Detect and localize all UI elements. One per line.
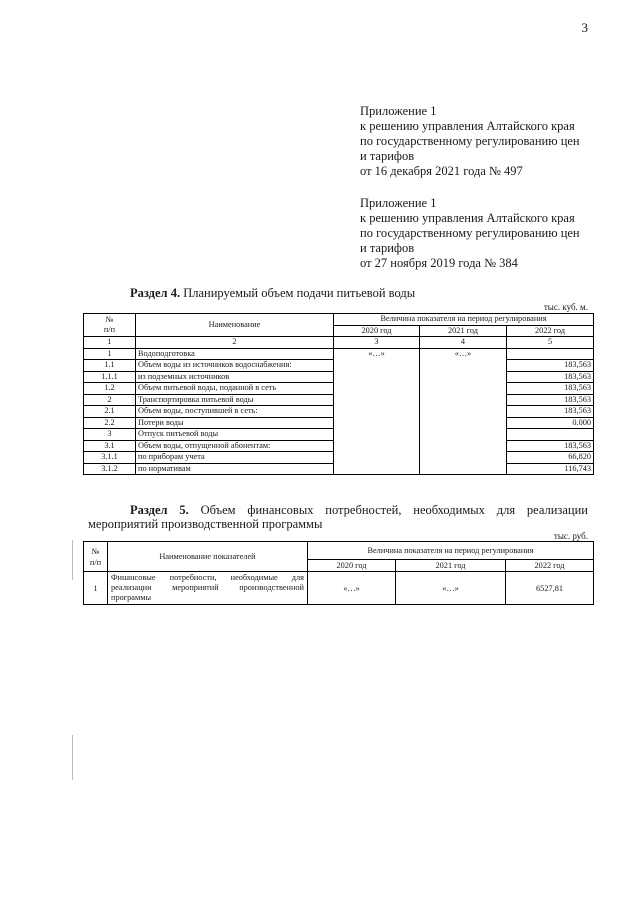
row-number: 1.1 (84, 360, 136, 372)
row-number: 3 (84, 429, 136, 441)
appendix-line: и тарифов (360, 149, 415, 163)
header-year-2021: 2021 год (396, 560, 506, 572)
value-2020: «…» (308, 572, 396, 605)
row-name: Финансовые потребности, необходимые для реализации мероприятий производственной программы (108, 572, 308, 605)
section4-title-text: Планируемый объем подачи питьевой воды (180, 286, 416, 300)
header-number: № п/п (84, 314, 136, 337)
row-name: по приборам учета (136, 452, 334, 464)
section5-title-text: Объем финансовых потребностей, необходимых для реализации (188, 503, 588, 517)
row-name: Потери воды (136, 417, 334, 429)
row-name: Объем воды из источников водоснабжения: (136, 360, 334, 372)
header-name: Наименование (136, 314, 334, 337)
header-year-2020: 2020 год (334, 325, 420, 337)
appendix-line: по государственному регулированию цен (360, 226, 580, 240)
value-2022: 0.000 (507, 417, 594, 429)
value-2022: 183,563 (507, 394, 594, 406)
row-number: 1 (84, 348, 136, 360)
header-name: Наименование показателей (108, 542, 308, 572)
appendix-reference-original (360, 196, 600, 271)
row-name: Водоподготовка (136, 348, 334, 360)
table-row (84, 348, 594, 360)
section4-title (130, 286, 415, 301)
header-number: № п/п (84, 542, 108, 572)
section5-title-line2: мероприятий производственной программы (88, 517, 323, 531)
value-2021: «…» (396, 572, 506, 605)
value-2022: 183,563 (507, 371, 594, 383)
value-2022: 183,563 (507, 440, 594, 452)
row-number: 2.2 (84, 417, 136, 429)
row-name: Объем питьевой воды, поданной в сеть (136, 383, 334, 395)
value-2022: 183,563 (507, 360, 594, 372)
column-index: 5 (507, 337, 594, 349)
row-number: 1.2 (84, 383, 136, 395)
appendix-line: к решению управления Алтайского края (360, 119, 575, 133)
row-name: Транспортировка питьевой воды (136, 394, 334, 406)
value-2022 (507, 429, 594, 441)
section4-unit: тыс. куб. м. (543, 302, 588, 312)
header-period: Величина показателя на период регулирования (308, 542, 594, 560)
row-number: 3.1.1 (84, 452, 136, 464)
header-period: Величина показателя на период регулирования (334, 314, 594, 326)
row-name: по нормативам (136, 463, 334, 475)
section4-title-number: Раздел 4. (130, 286, 181, 300)
row-number: 3.1.2 (84, 463, 136, 475)
water-volume-table (83, 313, 594, 475)
column-index: 3 (334, 337, 420, 349)
value-2022 (507, 348, 594, 360)
row-number: 2 (84, 394, 136, 406)
appendix-line: от 27 ноября 2019 года № 384 (360, 256, 518, 270)
header-year-2021: 2021 год (420, 325, 507, 337)
row-name: Объем воды, отпущенной абонентам: (136, 440, 334, 452)
financial-needs-table (83, 541, 594, 605)
row-name: из подземных источников (136, 371, 334, 383)
value-2020-merged: «…» (334, 348, 420, 475)
row-number: 2.1 (84, 406, 136, 418)
row-number: 1 (84, 572, 108, 605)
section5-unit: тыс. руб. (553, 531, 588, 541)
row-name: Объем воды, поступившей в сеть: (136, 406, 334, 418)
appendix-line: и тарифов (360, 241, 415, 255)
appendix-line: Приложение 1 (360, 196, 437, 210)
section5-title (88, 503, 588, 531)
section5-title-number: Раздел 5. (130, 503, 189, 517)
column-index: 2 (136, 337, 334, 349)
header-year-2022: 2022 год (507, 325, 594, 337)
value-2022: 183,563 (507, 383, 594, 395)
row-number: 3.1 (84, 440, 136, 452)
row-name: Отпуск питьевой воды (136, 429, 334, 441)
value-2022: 66,820 (507, 452, 594, 464)
value-2022: 6527,81 (506, 572, 594, 605)
page-number: 3 (581, 20, 588, 35)
table-row (84, 572, 594, 605)
column-index: 1 (84, 337, 136, 349)
header-year-2020: 2020 год (308, 560, 396, 572)
appendix-line: к решению управления Алтайского края (360, 211, 575, 225)
scan-margin-line (72, 540, 73, 580)
appendix-line: Приложение 1 (360, 104, 437, 118)
scan-margin-line (72, 735, 73, 780)
value-2022: 183,563 (507, 406, 594, 418)
appendix-reference-current (360, 104, 600, 179)
value-2021-merged: «…» (420, 348, 507, 475)
column-index: 4 (420, 337, 507, 349)
appendix-line: от 16 декабря 2021 года № 497 (360, 164, 523, 178)
value-2022: 116,743 (507, 463, 594, 475)
header-year-2022: 2022 год (506, 560, 594, 572)
appendix-line: по государственному регулированию цен (360, 134, 580, 148)
row-number: 1.1.1 (84, 371, 136, 383)
